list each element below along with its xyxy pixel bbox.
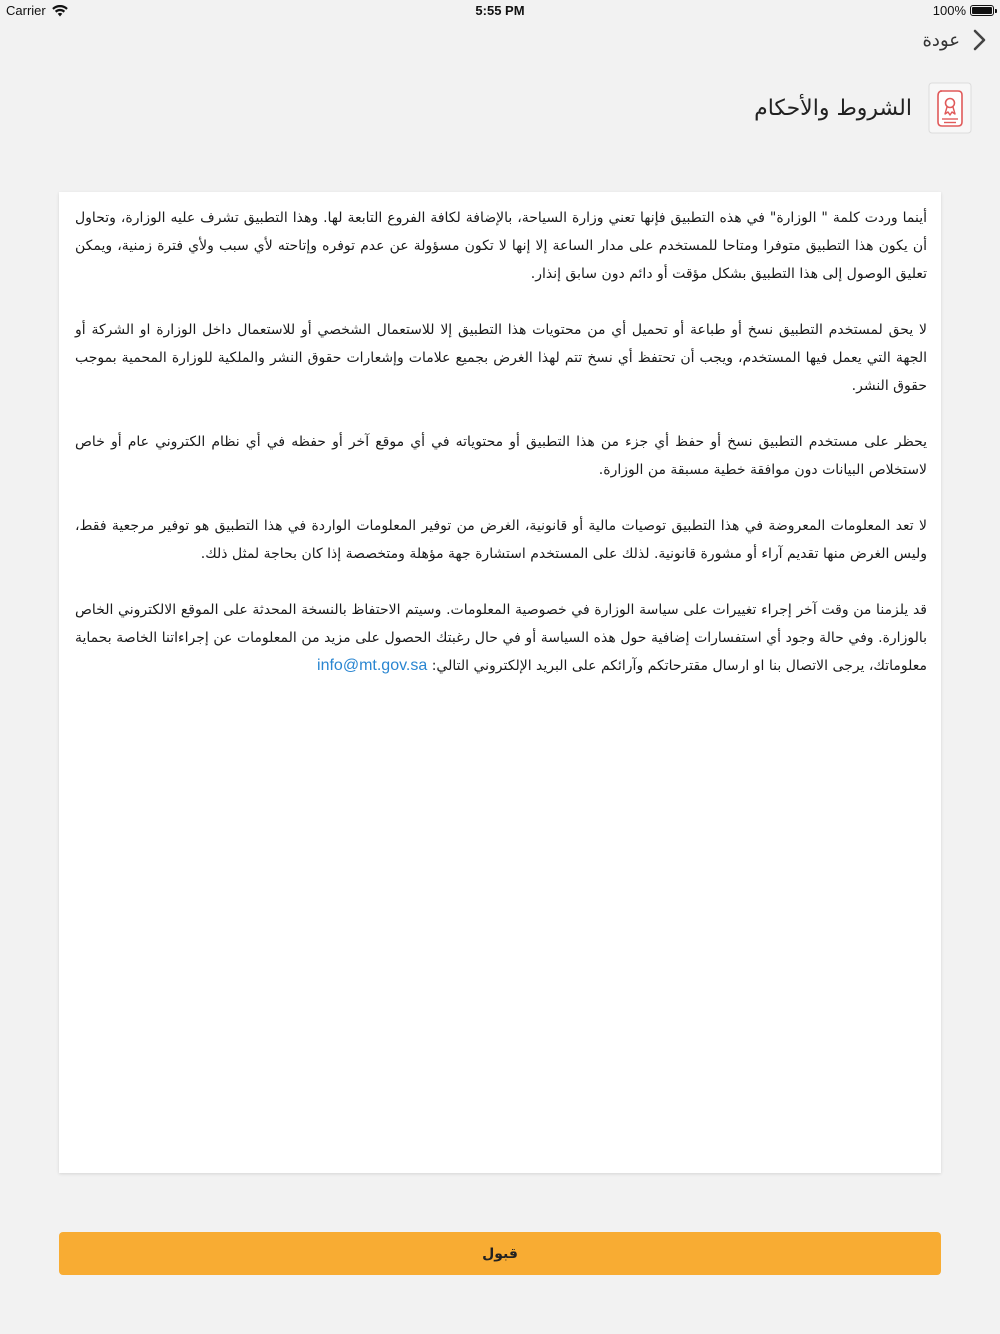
- terms-content: [59, 192, 941, 1173]
- battery-percent: 100%: [932, 3, 966, 18]
- status-bar: [0, 0, 1000, 22]
- chevron-right-icon: [968, 28, 990, 52]
- accept-button[interactable]: قبول: [59, 1232, 941, 1275]
- terms-paragraph-1: أينما وردت كلمة " الوزارة" في هذه التطبيق فإنها تعني وزارة السياحة، بالإضافة لكافة الفروع التابعة لها. وهذا التطبيق تشرف عليه الوزارة، وتحاول أن يكون هذا التطبيق متوفرا ومتاحا للمستخدم على مدار الساعة إلا إنها لا تكون مسؤولة عن عدم توفره وإتاحته لأي سبب ولأي فترة زمنية، ويمكن تعليق الوصول إلى هذا التطبيق بشكل مؤقت أو دائم دون سابق إنذار.: [75, 210, 927, 282]
- status-time: 5:55 PM: [475, 3, 525, 18]
- page-title: الشروط والأحكام: [754, 95, 912, 121]
- terms-paragraph-3: يحظر على مستخدم التطبيق نسخ أو حفظ أي جزء من هذا التطبيق أو محتوياته في أي موقع آخر أو حفظه في أي نظام الكتروني عام أو خاص لاستخلاص البيانات دون موافقة خطية مسبقة من الوزارة.: [75, 434, 927, 478]
- terms-paragraph-4: لا تعد المعلومات المعروضة في هذا التطبيق توصيات مالية أو قانونية، الغرض من توفير المعلومات الواردة في هذا التطبيق هو توفير مرجعية فقط، وليس الغرض منها تقديم آراء أو مشورة قانونية. لذلك على المستخدم استشارة جهة مؤهلة ومتخصصة إذا كان بحاجة لمثل ذلك.: [75, 518, 927, 562]
- page-header: [754, 82, 972, 134]
- terms-paragraph-5-text: قد يلزمنا من وقت آخر إجراء تغييرات على سياسة الوزارة في خصوصية المعلومات. وسيتم الاحتفاظ بالنسخة المحدثة على الموقع الالكتروني الخاص بالوزارة. وفي حالة وجود أي استفسارات إضافية حول هذه السياسة أو في حال رغبتك الحصول على مزيد من المعلومات عن إجراءاتنا الخاصة بحماية معلوماتك، يرجى الاتصال بنا او ارسال مقترحاتكم وآرائكم على البريد الإلكتروني التالي:: [75, 602, 927, 674]
- back-label: عودة: [922, 29, 960, 51]
- terms-paragraph-5: [75, 596, 927, 680]
- battery-icon: [970, 5, 994, 16]
- terms-paragraph-2: لا يحق لمستخدم التطبيق نسخ أو طباعة أو تحميل أي من محتويات هذا التطبيق إلا للاستعمال الشخصي أو للاستعمال داخل الوزارة او الشركة أو الجهة التي يعمل فيها المستخدم، ويجب أن تحتفظ أي نسخ تتم لهذا الغرض بجميع علامات وإشعارات حقوق النشر والملكية للوزارة المحمية بموجب حقوق النشر.: [75, 322, 927, 394]
- battery-fill: [972, 7, 992, 14]
- carrier-label: Carrier: [6, 3, 46, 18]
- email-link[interactable]: info@mt.gov.sa: [317, 657, 428, 674]
- back-button[interactable]: [923, 28, 991, 52]
- document-scroll-icon: [928, 82, 972, 134]
- status-right: [933, 3, 994, 18]
